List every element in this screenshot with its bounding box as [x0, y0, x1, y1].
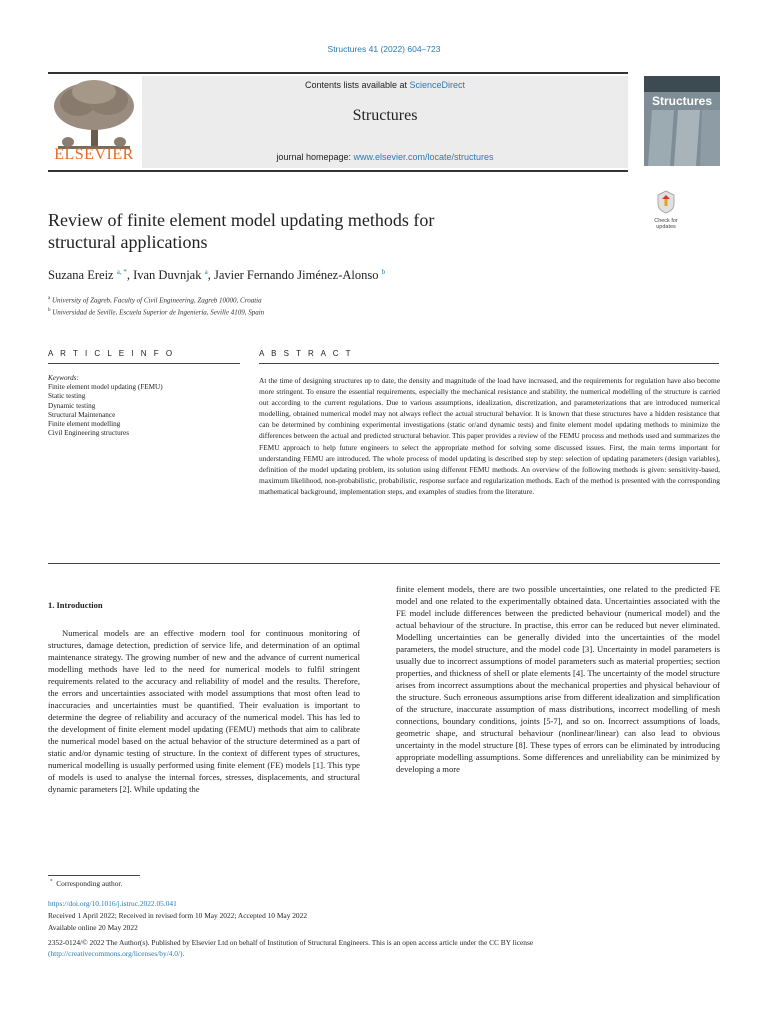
affiliation-text: Universidad de Seville, Escuela Superior de Ingeniería, Seville 4109, Spain — [52, 308, 265, 317]
elsevier-logo[interactable] — [48, 76, 140, 166]
section-heading-introduction: 1. Introduction — [48, 600, 103, 610]
contents-availability — [142, 80, 628, 90]
journal-title: Structures — [352, 107, 418, 124]
affiliation-text: University of Zagreb, Faculty of Civil Engineering, Zagreb 10000, Croatia — [51, 296, 262, 305]
check-for-updates-badge[interactable] — [646, 190, 686, 232]
author-list: Suzana Ereiz $^{a, *}$, Ivan Duvnjak $^a$, Javier Fernando Jiménez-Alonso $^b$ — [48, 268, 386, 283]
cover-image — [644, 76, 720, 166]
keyword: Finite element model updating (FEMU) — [48, 383, 163, 392]
header-top-rule — [48, 72, 628, 74]
affiliation-mark: a — [48, 296, 51, 301]
journal-homepage — [142, 152, 628, 162]
received-dates: Received 1 April 2022; Received in revised form 10 May 2022; Accepted 10 May 2022 — [48, 911, 308, 920]
abstract-rule — [259, 363, 719, 364]
footnote-rule — [48, 875, 140, 876]
keyword: Dynamic testing — [48, 401, 96, 410]
journal-cover-thumbnail[interactable] — [644, 76, 720, 166]
contents-prefix: Contents lists available at — [304, 80, 410, 90]
doi-link[interactable]: https://doi.org/10.1016/j.istruc.2022.05.041 — [48, 899, 177, 908]
affiliation-mark: b — [48, 308, 51, 313]
license-url[interactable]: (http://creativecommons.org/licenses/by/4.0/). — [48, 949, 185, 958]
body-text-right-column: finite element models, there are two possible uncertainties, one related to the predicted FE model and one related to the experimentally obtained data. Uncertainties associated with the FE model include differences between the predicted behaviour (numerical model) and the actual behaviour of the structure. In practise, this error can be reduced but never eliminated. Modelling uncertainties can be generally divided into the uncertainties of the model parameters, the model structure, and the model code [3]. Uncertainty in model parameters is usually due to incorrect assumptions of model parameters such as material properties; section properties, and thickness of shell or plate elements [4]. The uncertainty of the model structure arises from incorrect assumptions about the mechanical properties and physical behaviour of the structure. Such erroneous assumptions arise from different idealization and simplification of the structure, inaccurate assumption of mass distributions, incorrect modelling of mesh connections, boundary conditions, joints [5-7], and so on. Incorrect assumptions of loads, geometric shape, and structural behaviour (nonlinear/linear) can also lead to obvious uncertainty in the model structure [8]. These types of errors can be eliminated by introducing appropriate modelling assumptions. Some differences and unreliability can be minimized by developing a more — [396, 584, 720, 774]
sciencedirect-link[interactable]: ScienceDirect — [409, 80, 466, 90]
keyword: Static testing — [48, 392, 86, 401]
author-affiliation-mark[interactable]: b — [381, 268, 386, 276]
keywords-block — [48, 374, 248, 438]
homepage-prefix: journal homepage: — [276, 152, 354, 162]
publisher-name: ELSEVIER — [54, 146, 134, 163]
keywords-label: Keywords: — [48, 374, 79, 382]
check-updates-label: Check for updates — [654, 218, 678, 230]
body-text-left-column: Numerical models are an effective modern tool for continuous monitoring of structures, damage detection, prediction of service life, and determination of an optimal maintenance strategy. The growing number of new and the advance of current numerical modelling methods have led to the need for numerical models to fulfil stringent requirements related to the accuracy and reliability of model and the results. Therefore, the errors and uncertainties associated with model assumptions that most often lead to inaccuracies and uncertainties must be quantified. Their evaluation is important to determine the degree of reliability and accuracy of the numerical model. This has led to the development of finite element model updating (FEMU) methods that aim to calibrate the numerical model based on the actual behavior of the structure determined as a part of static and/or dynamic testing of structure. In the context of different types of structures, numerical modelling is usually performed using finite element (FE) models [1]. This type of models is used to analyse the internal forces, stresses, displacements, and structural dynamic parameters [2]. While updating the — [48, 628, 360, 794]
footnote-mark: * — [50, 879, 53, 885]
keyword: Civil Engineering structures — [48, 429, 130, 438]
copyright-notice: 2352-0124/© 2022 The Author(s). Published by Elsevier Ltd on behalf of Institution of Structural Engineers. This is an open access article under the CC BY license — [48, 938, 534, 947]
article-title — [48, 209, 608, 253]
license-link — [48, 948, 720, 959]
homepage-link[interactable]: www.elsevier.com/locate/structures — [353, 152, 494, 162]
available-online: Available online 20 May 2022 — [48, 923, 138, 932]
cover-title: Structures — [651, 94, 713, 108]
article-title-line-1: Review of finite element model updating methods for — [48, 210, 435, 230]
footnote-text: Corresponding author. — [56, 879, 123, 888]
check-updates-icon — [655, 190, 677, 214]
affiliation — [48, 308, 668, 316]
article-info-rule — [48, 363, 240, 364]
header-bottom-rule — [48, 170, 628, 172]
abstract-heading: A B S T R A C T — [259, 349, 353, 358]
author-affiliation-mark[interactable]: a — [204, 268, 208, 276]
abstract-bottom-rule — [48, 563, 720, 564]
abstract-body: At the time of designing structures up to date, the density and magnitude of the load have increased, and the requirements for regulation have also become more stringent. To ensure the essential requirements, especially the mechanical resistance and stability, the numerical modelling of the structure is carried out according to the current regulations. Due to various assumptions, idealization, discretization, and parameterizations that are introduced numerical modelling, obtained numerical model may not always reflect the actual structural behavior. It is known that these structures have a hidden resistance that can be determined by combining experimental investigations (static or/and dynamic tests) and finite element model updating methods to minimize the differences between the actual and predicted structural behavior. This paper provides a review of the FEMU process and methods used and summarizes the FEMU approach to help future engineers to select the appropriate method for solving some discussed issues. First, the main terms important for understanding FEMU are introduced. The whole process of model updating is described step by step: selection of updating parameters (design variables), definition of the model updating problem, its solution using different FEMU methods. An overview of the following methods is given: sensitivity-based, maximum likelihood, non-probabilistic, probabilistic, response surface and regularization methods. Each of the method is presented with the corresponding mathematical background, implementation steps, and examples of studies from the literature. — [259, 376, 720, 496]
article-info-heading: A R T I C L E I N F O — [48, 349, 175, 358]
journal-citation[interactable]: Structures 41 (2022) 604–723 — [327, 44, 441, 54]
keyword: Structural Maintenance — [48, 410, 116, 419]
affiliation — [48, 296, 668, 304]
author-name[interactable]: Javier Fernando Jiménez-Alonso — [213, 268, 379, 283]
author-name[interactable]: Ivan Duvnjak — [133, 268, 202, 283]
corresponding-author-footnote — [50, 879, 122, 888]
tree-logo-icon — [48, 76, 140, 152]
article-title-line-2: structural applications — [48, 232, 208, 252]
keyword: Finite element modelling — [48, 420, 121, 429]
author-name[interactable]: Suzana Ereiz — [48, 268, 114, 283]
author-affiliation-mark[interactable]: a, * — [116, 268, 127, 276]
